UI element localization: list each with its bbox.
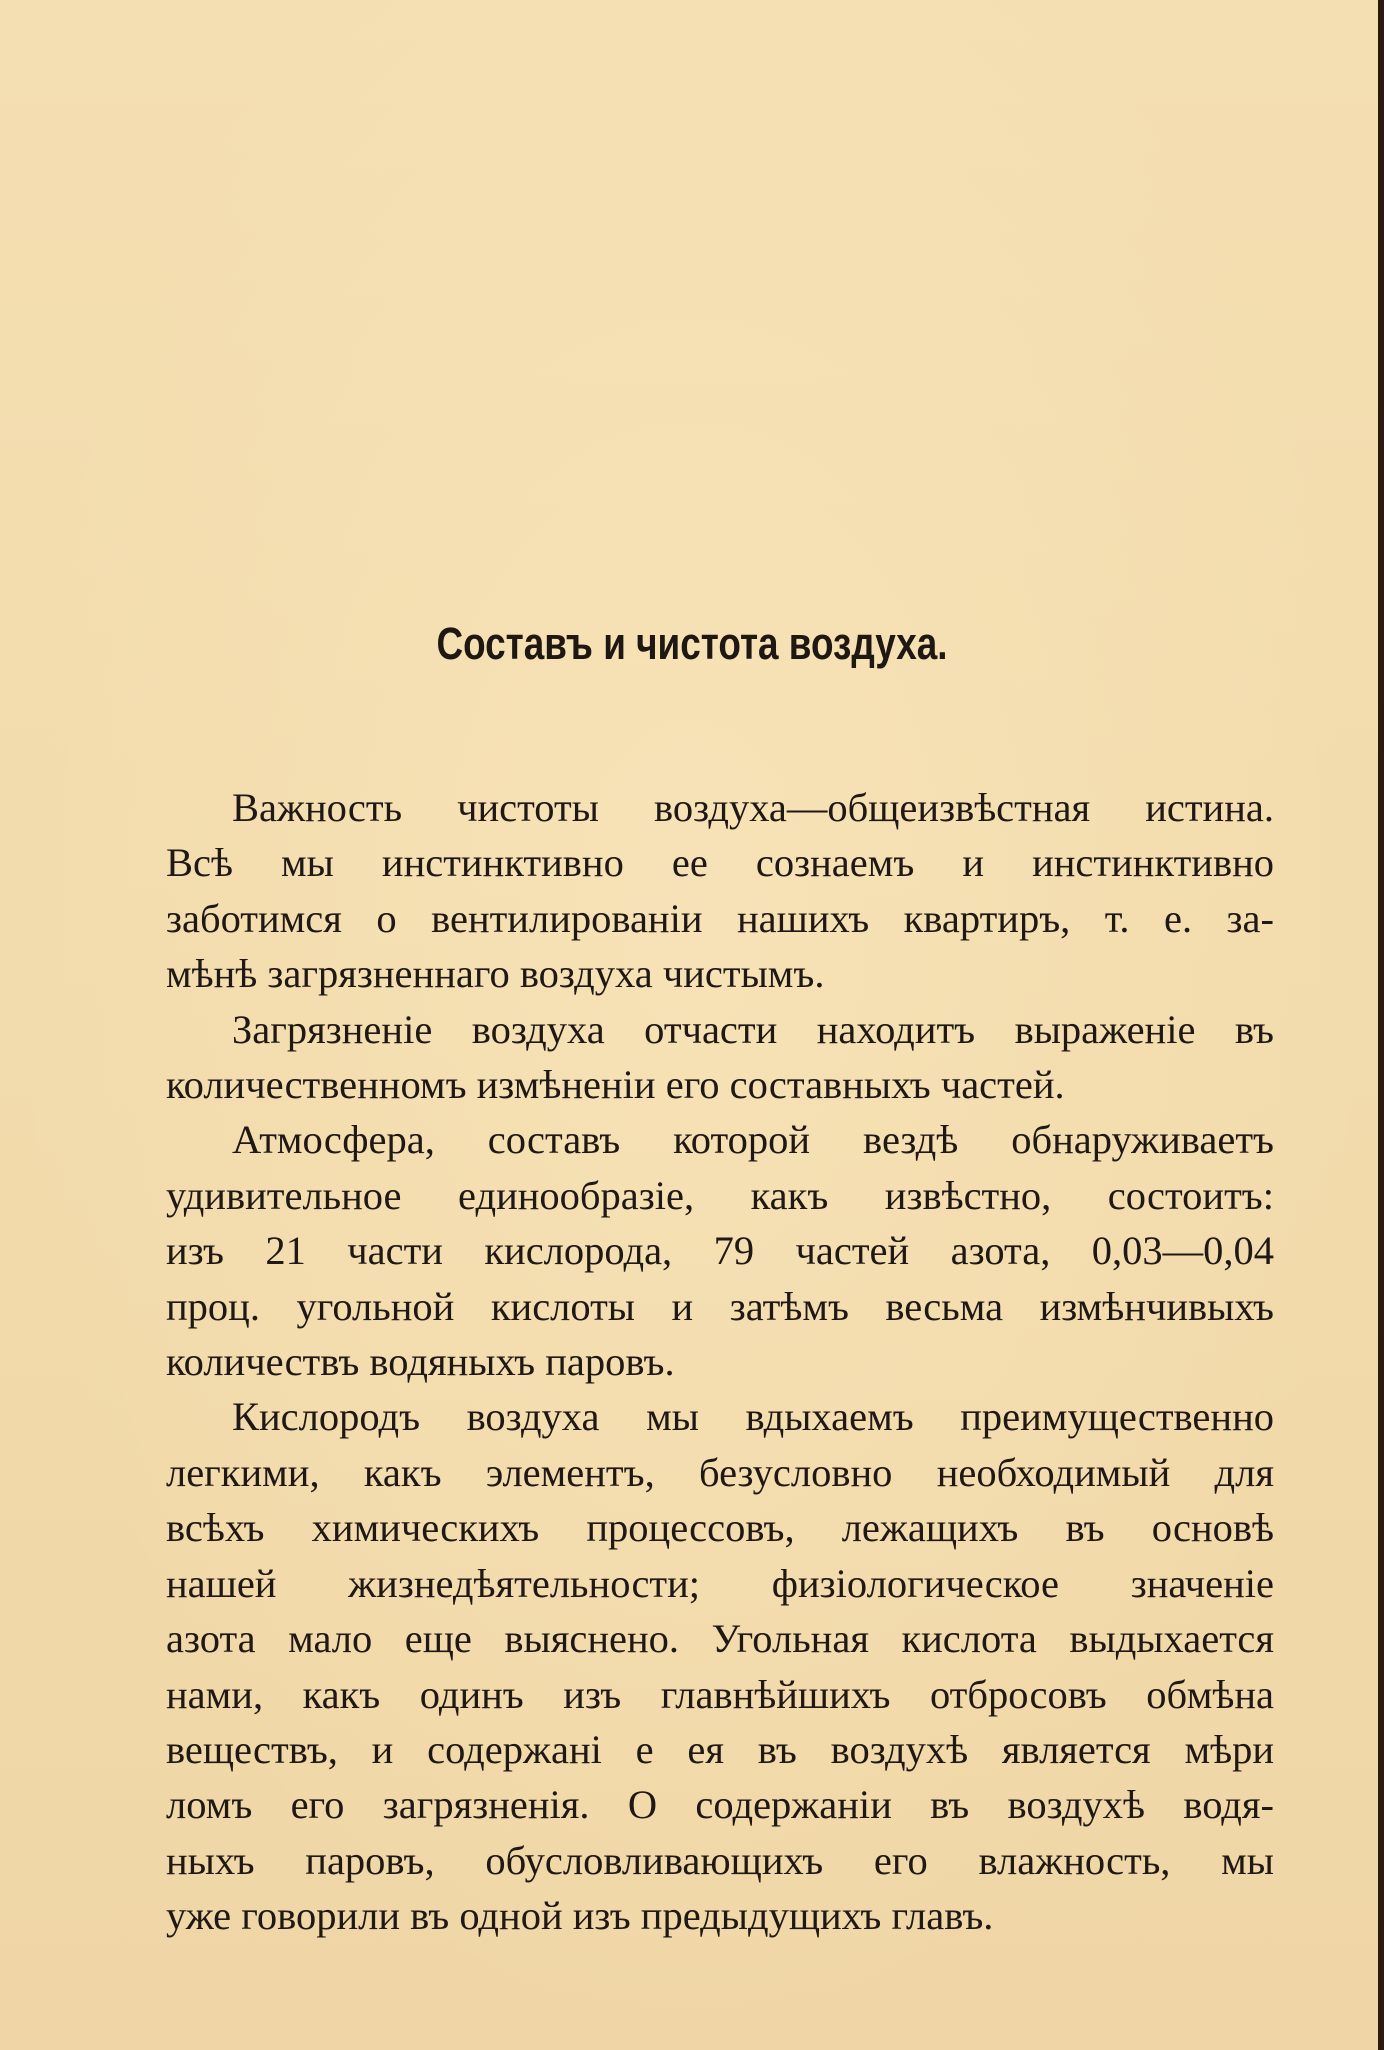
text-line: уже говорили въ одной изъ предыдущихъ главъ. [166,1893,994,1939]
paragraph-3 [100,1112,1274,1389]
paragraph-1 [100,780,1274,1002]
text-line: нашей жизнедѣятельности; физіологическое значеніе [166,1560,1274,1606]
text-line: заботимся о вентилированіи нашихъ квартиръ, т. е. за- [166,895,1274,941]
text-line: Загрязненіе воздуха отчасти находитъ выраженіе въ [232,1006,1274,1052]
text-line: азота мало еще выяснено. Угольная кислота выдыхается [166,1616,1274,1662]
text-line: удивительное единообразіе, какъ извѣстно, состоитъ: [166,1172,1274,1218]
text-line: ломъ его загрязненія. О содержаніи въ воздухѣ водя- [166,1782,1274,1828]
text-line: легкими, какъ элементъ, безусловно необходимый для [166,1449,1274,1495]
text-line: нами, какъ одинъ изъ главнѣйшихъ отбросовъ обмѣна [166,1671,1274,1717]
text-line: проц. угольной кислоты и затѣмъ весьма измѣнчивыхъ [166,1283,1274,1329]
text-line: количественномъ измѣненіи его составныхъ частей. [166,1062,1065,1108]
text-line: веществъ, и содержані е ея въ воздухѣ является мѣри [166,1726,1274,1772]
text-line: ныхъ паровъ, обусловливающихъ его влажность, мы [166,1837,1274,1883]
paragraph-4 [100,1389,1274,1943]
chapter-title: Составъ и чистота воздуха. [436,618,948,669]
text-line: Важность чистоты воздуха—общеизвѣстная истина. [232,785,1274,830]
text-line: Атмосфера, составъ которой вездѣ обнаруживаетъ [232,1117,1274,1163]
text-line: количествъ водяныхъ паровъ. [166,1339,675,1385]
text-line: мѣнѣ загрязненнаго воздуха чистымъ. [166,951,825,997]
text-line: Всѣ мы инстинктивно ее сознаемъ и инстинктивно [166,840,1274,886]
text-line: Кислородъ воздуха мы вдыхаемъ преимущественно [232,1394,1274,1440]
paragraph-2 [100,1002,1274,1113]
text-line: всѣхъ химическихъ процессовъ, лежащихъ въ основѣ [166,1505,1274,1551]
chapter-body [100,780,1274,1944]
page-edge-shadow [1378,0,1384,2050]
text-line: изъ 21 части кислорода, 79 частей азота, 0,03—0,04 [166,1228,1274,1274]
